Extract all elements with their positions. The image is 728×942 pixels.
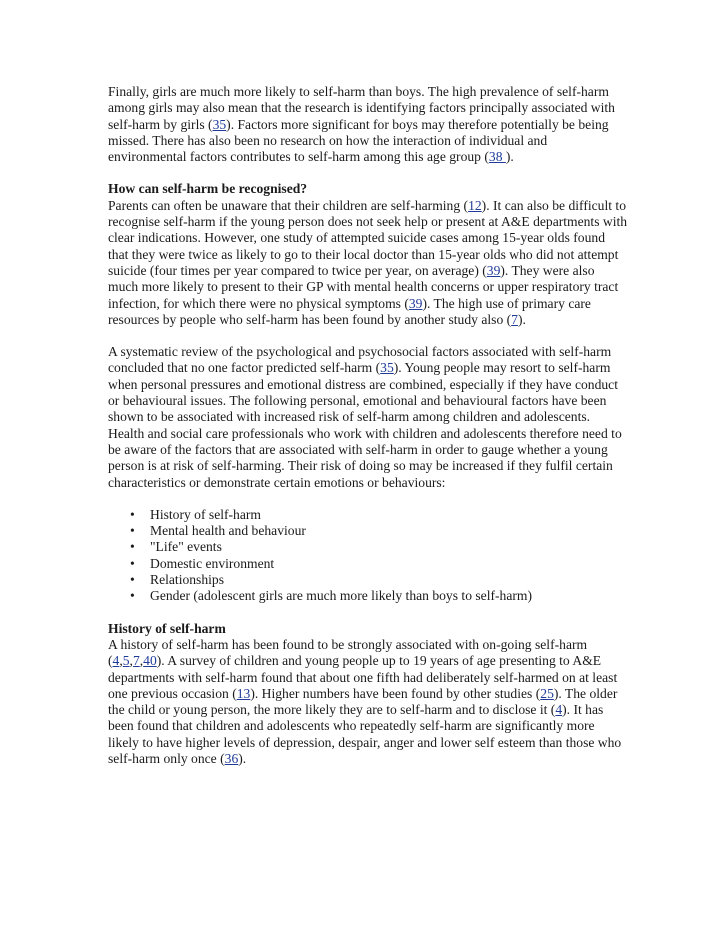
- citation-link[interactable]: 4: [555, 702, 563, 718]
- citation-link[interactable]: 36: [224, 750, 239, 766]
- paragraph-history: A history of self-harm has been found to be strongly associated with on-going self-harm (4,5,7,40). A survey of children and young people up to 19 years of age presenting to A&E departments with self-harm found that about one fifth had deliberately self-harmed on at least one previous occasion (13). Higher numbers have been found by other studies (25). The older the child or young person, the more likely they are to self-harm and to disclose it (4). It has been found that children and adolescents who repeatedly self-harm are significantly more likely to have higher levels of depression, despair, anger and lower self esteem than those who self-harm only once (36).: [108, 636, 622, 766]
- citation-link[interactable]: 39: [408, 295, 423, 311]
- citation-link[interactable]: 4: [112, 653, 120, 669]
- citation-link[interactable]: 13: [236, 685, 251, 701]
- paragraph-girls-prevalence: Finally, girls are much more likely to self-harm than boys. The high prevalence of self-harm among girls may also mean that the research is identifying factors principally associated with self-harm by girls (35). Factors more significant for boys may therefore potentially be being missed. There has also been no research on how the interaction of individual and environmental factors contributes to self-harm among this age group (38 ).: [108, 84, 615, 165]
- list-item: • "Life" events: [150, 539, 628, 555]
- citation-link[interactable]: 38: [488, 149, 506, 165]
- paragraph-systematic-review: A systematic review of the psychological and psychosocial factors associated with self-harm concluded that no one factor predicted self-harm (35). Young people may resort to self-harm when personal pressures and emotional distress are combined, especially if they have conduct or behavioural issues. The following personal, emotional and behavioural factors have been shown to be associated with increased risk of self-harm among children and adolescents. Health and social care professionals who work with children and adolescents therefore need to be aware of the factors that are associated with self-harm in order to gauge whether a young person is at risk of self-harming. Their risk of doing so may be increased if they fulfil certain characteristics or demonstrate certain emotions or behaviours:: [108, 344, 622, 490]
- list-item: • Domestic environment: [150, 556, 628, 572]
- citation-link[interactable]: 25: [540, 685, 554, 701]
- citation-link[interactable]: 7: [132, 653, 140, 669]
- heading-history: History of self-harm: [108, 620, 226, 636]
- paragraph-recognised: Parents can often be unaware that their children are self-harming (12). It can also be difficult to recognise self-harm if the young person does not seek help or present at A&E departments with clear indications. However, one study of attempted suicide cases among 15-year olds found that they were twice as likely to go to their local doctor than 15-year olds who did not attempt suicide (four times per year compared to twice per year, on average) (39). They were also much more likely to present to their GP with mental health concerns or upper respiratory tract infection, for which there were no physical symptoms (39). The high use of primary care resources by people who self-harm has been found by another study also (7).: [108, 197, 628, 327]
- citation-link[interactable]: 40: [143, 653, 157, 669]
- citation-link[interactable]: 39: [486, 262, 501, 278]
- citation-link[interactable]: 12: [468, 197, 482, 213]
- citation-link[interactable]: 5: [122, 653, 130, 669]
- citation-link[interactable]: 35: [212, 116, 227, 132]
- citation-link[interactable]: 7: [511, 311, 518, 327]
- list-item: • Relationships: [150, 572, 628, 588]
- heading-recognised: How can self-harm be recognised?: [108, 181, 308, 197]
- list-item: • Mental health and behaviour: [150, 523, 628, 539]
- list-item: • History of self-harm: [150, 507, 628, 523]
- citation-link[interactable]: 35: [380, 360, 394, 376]
- list-item: • Gender (adolescent girls are much more likely than boys to self-harm): [150, 588, 628, 604]
- risk-factor-list: [108, 507, 628, 605]
